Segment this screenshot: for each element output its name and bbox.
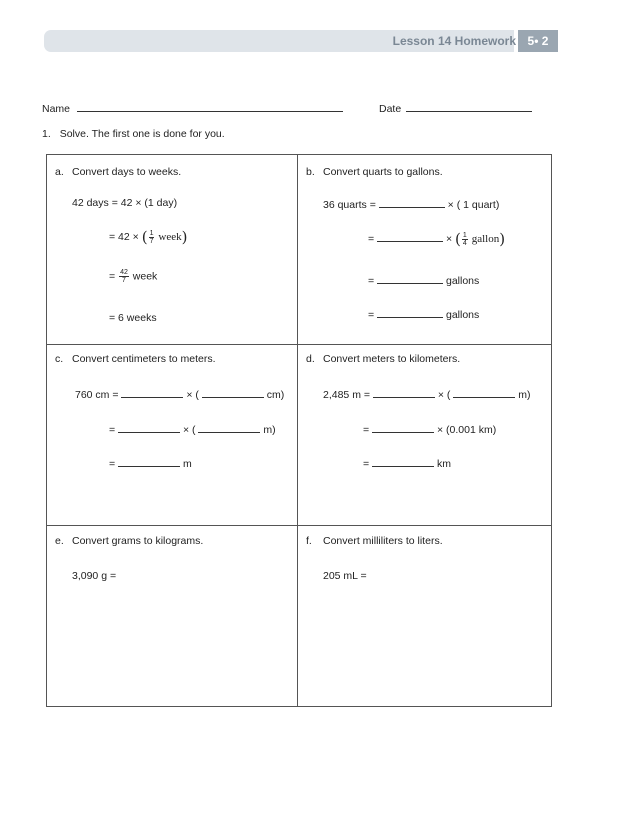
cell-c: [47, 345, 298, 526]
answer-blank[interactable]: [372, 456, 434, 467]
part-letter: a.: [55, 166, 64, 178]
f-line1: 205 mL =: [323, 570, 367, 582]
d-line3: = km: [363, 458, 451, 470]
fraction: $\frac{1}{7}$: [149, 229, 154, 245]
fraction: $\frac{1}{4}$: [462, 231, 467, 247]
c-line2: = × ( m): [109, 424, 276, 436]
date-label: Date: [379, 103, 402, 115]
problem-instruction: [42, 128, 225, 140]
cell-a: [47, 155, 298, 345]
part-title: Convert milliliters to liters.: [323, 535, 443, 547]
c-line1: 760 cm = × ( cm): [75, 389, 285, 401]
part-letter: c.: [55, 353, 64, 365]
cell-d: [298, 345, 552, 526]
part-title: Convert meters to kilometers.: [323, 353, 461, 365]
part-title: Convert quarts to gallons.: [323, 166, 443, 178]
answer-blank[interactable]: [453, 387, 515, 398]
part-letter: f.: [306, 535, 312, 547]
e-line1: 3,090 g =: [72, 570, 117, 582]
answer-blank[interactable]: [379, 197, 445, 208]
b-line1: 36 quarts = × ( 1 quart): [323, 199, 500, 211]
answer-blank[interactable]: [118, 422, 180, 433]
answer-blank[interactable]: [121, 387, 183, 398]
date-field[interactable]: [379, 101, 532, 115]
fraction: $\frac{42}{7}$: [120, 269, 128, 284]
module-badge: 5• 2: [518, 30, 558, 52]
b-line2: = × ( $\frac{1}{4}$ gallon): [368, 230, 506, 248]
a-line2: = 42 × ( $\frac{1}{7}$ week): [109, 228, 188, 246]
answer-blank[interactable]: [373, 387, 435, 398]
part-title: Convert centimeters to meters.: [72, 353, 216, 365]
part-letter: e.: [55, 535, 64, 547]
problem-number: 1.: [42, 128, 51, 140]
a-line1: 42 days = 42 × (1 day): [72, 197, 178, 209]
answer-blank[interactable]: [377, 307, 443, 318]
a-line2-unit: week: [158, 230, 182, 243]
part-letter: d.: [306, 353, 315, 365]
d-line1: 2,485 m = × ( m): [323, 389, 531, 401]
lesson-title: Lesson 14 Homework: [392, 34, 516, 48]
name-label: Name: [42, 103, 71, 115]
problem-grid: [46, 154, 552, 707]
c-line3: = m: [109, 458, 192, 470]
cell-e: [47, 526, 298, 707]
date-blank[interactable]: [406, 101, 532, 112]
answer-blank[interactable]: [377, 231, 443, 242]
answer-blank[interactable]: [202, 387, 264, 398]
answer-blank[interactable]: [118, 456, 180, 467]
b-line3: = gallons: [368, 275, 480, 287]
answer-blank[interactable]: [198, 422, 260, 433]
answer-blank[interactable]: [372, 422, 434, 433]
d-line2: = × (0.001 km): [363, 424, 497, 436]
cell-b: [298, 155, 552, 345]
part-title: Convert days to weeks.: [72, 166, 182, 178]
part-letter: b.: [306, 166, 315, 178]
a-line3: [109, 269, 157, 284]
name-blank[interactable]: [77, 101, 343, 112]
cell-f: [298, 526, 552, 707]
instruction-text: Solve. The first one is done for you.: [59, 128, 225, 140]
part-title: Convert grams to kilograms.: [72, 535, 204, 547]
a-line2-prefix: = 42 ×: [109, 230, 139, 243]
a-line3-unit: week: [132, 270, 158, 283]
name-field[interactable]: [42, 101, 343, 115]
answer-blank[interactable]: [377, 273, 443, 284]
b-line4: = gallons: [368, 309, 480, 321]
a-line3-prefix: =: [109, 270, 116, 283]
a-line4: = 6 weeks: [109, 312, 157, 324]
